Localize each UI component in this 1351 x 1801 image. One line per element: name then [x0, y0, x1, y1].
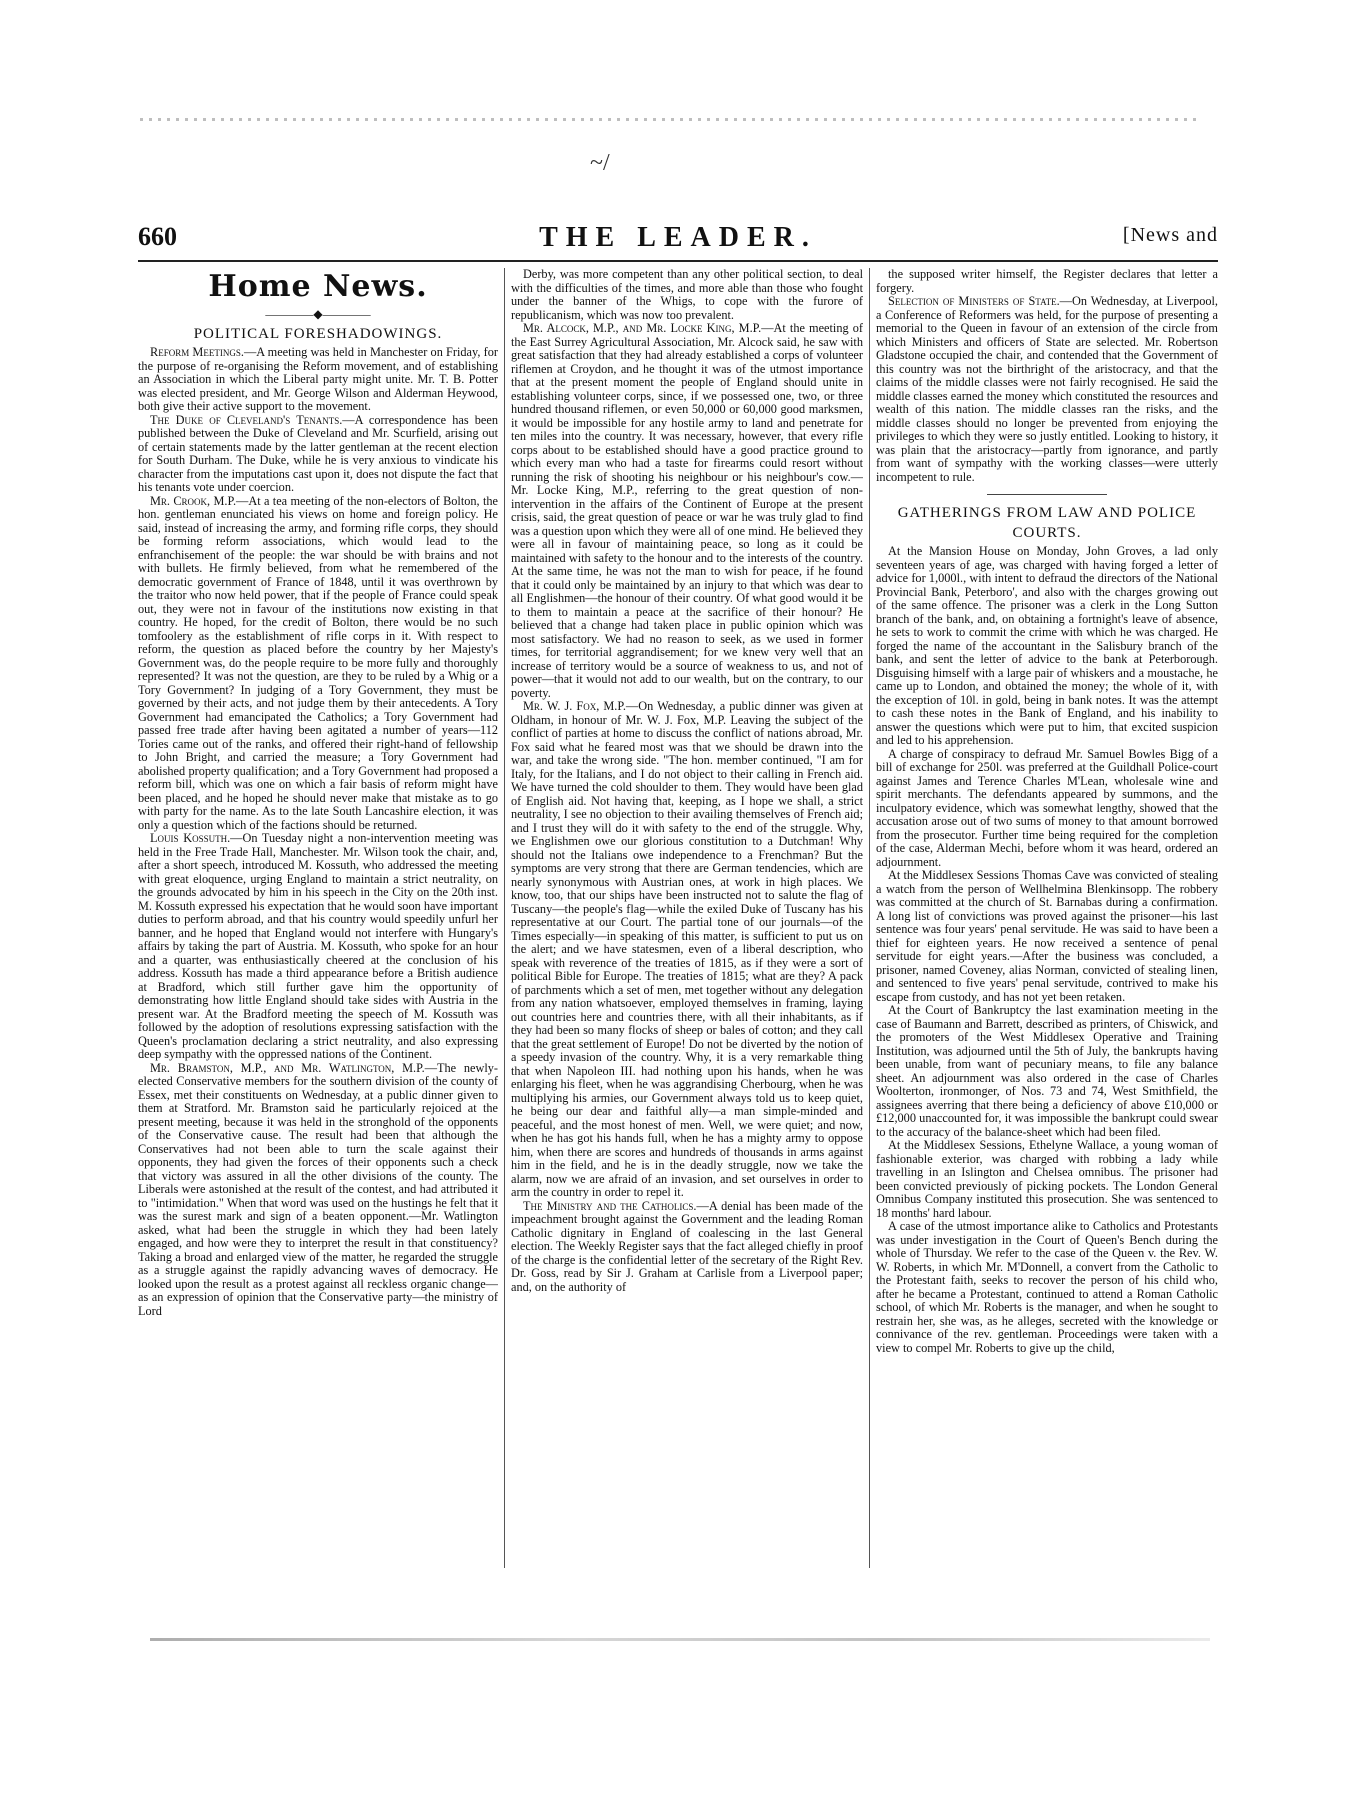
- article-paragraph: [876, 869, 1218, 1004]
- column-1-body: [138, 346, 498, 1318]
- handwritten-mark: ~/: [590, 150, 610, 176]
- paragraph-text: —A correspondence has been published between the Duke of Cleveland and Mr. Scurfield, arising out of certain statements made by the latter gentleman at the recent election for South Durham. The Duke, while he is very anxious to vindicate his character from the imputations cast upon it, does not dispute the fact that his tenants vote under coercion.: [138, 412, 498, 494]
- article-paragraph: [511, 700, 863, 1200]
- paragraph-text: the supposed writer himself, the Register declares that letter a forgery.: [876, 268, 1218, 295]
- section-label: [News and: [1122, 224, 1218, 246]
- paragraph-text: At the Middlesex Sessions, Ethelyne Wallace, a young woman of fashionable exterior, was charged with robbing a lady while travelling in an Islington and Chelsea omnibus. The prisoner had been convicted previously of picking pockets. The London General Omnibus Company instituted this prosecution. She was sentenced to 18 months' hard labour.: [876, 1138, 1218, 1220]
- article-paragraph: [876, 545, 1218, 748]
- paragraph-lead: Mr. Crook, M.P.: [150, 493, 237, 508]
- paragraph-lead: Reform Meetings.: [150, 345, 244, 359]
- paragraph-lead: Mr. W. J. Fox, M.P.: [523, 699, 626, 713]
- section-divider: [987, 494, 1107, 495]
- paragraph-lead: Mr. Alcock, M.P., and Mr. Locke King, M.P.: [523, 321, 762, 335]
- paragraph-text: Derby, was more competent than any other political section, to deal with the difficulties of the times, and more able than those who fought under the banner of the Whigs, to cope with the furore of republicanism, which was now too prevalent.: [511, 268, 863, 322]
- page-number: 660: [138, 222, 177, 251]
- article-paragraph: [876, 1220, 1218, 1355]
- article-columns: [138, 268, 1218, 1568]
- article-paragraph: [876, 1004, 1218, 1139]
- section-masthead: Home News.: [208, 269, 428, 304]
- paragraph-text: At the Court of Bankruptcy the last examination meeting in the case of Baumann and Barrett, described as printers, of Chiswick, and the promoters of the West Middlesex Operative and Training Institution, was adjourned until the 5th of July, the bankrupts having been unable, from want of pecuniary means, to file any balance sheet. An adjournment was also ordered in the case of Charles Woolterton, ironmonger, of Nos. 73 and 74, West Smithfield, the assignees averring that there being a deficiency of above £10,000 or £12,000 unaccounted for, it was impossible the bankrupt could swear to the accuracy of the balance-sheet which had been filed.: [876, 1003, 1218, 1139]
- paragraph-text: —A meeting was held in Manchester on Friday, for the purpose of re-organising the Reform movement, and of establishing an Association in which the Liberal party might unite. Mr. T. B. Potter was elected president, and Mr. George Wilson and Alderman Heywood, both give their active support to the movement.: [138, 345, 498, 413]
- paragraph-text: At the Mansion House on Monday, John Groves, a lad only seventeen years of age, was charged with having forged a letter of advice for 1,000l., with intent to defraud the directors of the National Provincial Bank, Peterboro', and also with the charges growing out of the same offence. The prisoner was a clerk in the Long Sutton branch of the bank, and, on obtaining a fortnight's leave of absence, he sets to work to commit the crime with which he was charged. He forged the name of the accountant in the Salisbury branch of the bank, and sent the letter of advice to the bank at Peterborough. Disguising himself with a large pair of whiskers and a moustache, he came up to London, and obtained the money; the whole of it, with the exception of 10l. in gold, being in bank notes. It was the attempt to cash these notes in the Bank of England, and his inability to answer the questions which were put to him, that excited suspicion and led to his apprehension.: [876, 544, 1218, 747]
- paragraph-text: At the Middlesex Sessions Thomas Cave was convicted of stealing a watch from the person of Wellhelmina Blenkinsopp. The robbery was committed at the church of St. Barnabas during a confirmation. A long list of convictions was proved against the prisoner—his last sentence was four years' penal servitude. He was said to have been a thief for eighteen years. He now received a sentence of penal servitude for eight years.—After the business was concluded, a prisoner, named Coveney, alias Norman, convicted of stealing linen, and sentenced to five years' penal servitude, contrived to make his escape from custody, and has not yet been retaken.: [876, 868, 1218, 1004]
- article-paragraph: [138, 414, 498, 495]
- paragraph-text: —At the meeting of the East Surrey Agricultural Association, Mr. Alcock said, he saw with great satisfaction that they had already established a corps of volunteer riflemen at Croydon, and he thought it was of the utmost importance that at the present moment the people of England should unite in establishing volunteer corps, since, if we possessed one, two, or three hundred thousand riflemen, or even 50,000 or 60,000 good marksmen, it would be impossible for any hostile army to land and penetrate for ten miles into the country. It was necessary, however, that every rifle corps about to be established should have a good practice ground to which every man who had a taste for firearms could resort without running the risk of shooting his neighbour or his neighbour's cow.—Mr. Locke King, M.P., referring to the great question of non-intervention in the affairs of the Continent of Europe at the present crisis, said, the great question of peace or war he was truly glad to find was a question upon which they were all of one mind. He believed they were all in favour of maintaining peace, so long as it could be maintained with safety to the honour and to the interests of the country. At the same time, he was not the man to wish for peace, if he found that it could only be maintained by an injury to that which was dear to all Englishmen—the honour of their country. Of what good would it be to them to maintain a peace at the sacrifice of their honour? He believed that a change had taken place in public opinion which was most satisfactory. We had no reason to seek, as we used in former times, for territorial aggrandisement; for we knew very well that an increase of territory would be a source of weakness to us, and not of power—that it would not add to our wealth, but on the contrary, to our poverty.: [511, 321, 863, 700]
- ornament-divider: [138, 308, 498, 320]
- paragraph-text: —On Wednesday, at Liverpool, a Conference of Reformers was held, for the purpose of presenting a memorial to the Queen in favour of an extension of the circle from which Ministers and officers of State are selected. Mr. Robertson Gladstone occupied the chair, and contended that the Government of this country was not the birthright of the aristocracy, and that the claims of the middle classes were not fairly recognised. He said the middle classes earned the money which constituted the resources and wealth of this nation. The middle classes ran the risks, and the middle classes should no longer be prevented from enjoying the privileges to which they were so justly entitled. Looking to history, it was plain that the aristocracy—partly from ignorance, and partly from want of sympathy with the working classes—were utterly incompetent to rule.: [876, 294, 1218, 484]
- paragraph-text: —At a tea meeting of the non-electors of Bolton, the hon. gentleman enunciated his views on home and foreign policy. He said, instead of increasing the army, and forming rifle corps, they should be forming reform associations, which would lead to the enfranchisement of the people: the war should be with brains and not with bullets. He firmly believed, from what he remembered of the democratic government of France of 1848, until it was overthrown by the traitor who now held power, that if the people of France could speak out, they were not in favour of the institutions now existing in that country. He hoped, for the credit of Bolton, there would be no such tomfoolery as the establishment of rifle corps in it. With respect to reform, the question as placed before the country by her Majesty's Government was, do the people require to be more fully and thoroughly represented? It was not the question, are they to be ruled by a Whig or a Tory Government? In judging of a Tory Government, they must be governed by their acts, and not judge them by their antecedents. A Tory Government had emancipated the Catholics; a Tory Government had passed free trade after having been agitated a number of years—112 Tories came out of the ranks, and offered their right-hand of fellowship to John Bright, and carried the measure; a Tory Government had abolished property qualification; and a Tory Government had proposed a reform bill, which was one on which a fair basis of reform might have been placed, and he hoped he should never make that mistake as to go with party for the name. As to the late South Lancashire election, it was only a question which of the factions should be returned.: [138, 493, 498, 832]
- column-3-body-top: [876, 268, 1218, 484]
- column-3-body-bottom: [876, 545, 1218, 1355]
- column-2-body: [511, 268, 863, 1294]
- article-paragraph: [511, 322, 863, 700]
- article-paragraph: [876, 268, 1218, 295]
- paragraph-text: —On Tuesday night a non-intervention meeting was held in the Free Trade Hall, Manchester. Mr. Wilson took the chair, and, after a short speech, introduced M. Kossuth, who addressed the meeting with great eloquence, urging England to maintain a strict neutrality, on the grounds advocated by him in his speech in the City on the 20th inst. M. Kossuth expressed his expectation that he would soon have important duties to perform abroad, and that his country would speedily unfurl her banner, and he hoped that England would not interfere with Hungary's affairs by taking the part of Austria. M. Kossuth, who spoke for an hour and a quarter, was enthusiastically cheered at the conclusion of his address. Kossuth has made a third appearance before a British audience at Bradford, which still further gave him the opportunity of demonstrating how little England should take sides with Austria in the present war. At the Bradford meeting the speech of M. Kossuth was followed by the adoption of resolutions expressing satisfaction with the Queen's proclamation declaring a strict neutrality, and also expressing deep sympathy with the oppressed nations of the Continent.: [138, 831, 498, 1061]
- article-paragraph: [138, 495, 498, 833]
- scan-artifact-top: [140, 118, 1200, 121]
- column-rule: [504, 268, 505, 1568]
- page-header: [138, 222, 1218, 256]
- column-rule: [869, 268, 870, 1568]
- article-paragraph: [138, 1062, 498, 1319]
- column-1: [138, 268, 498, 1568]
- article-paragraph: [876, 295, 1218, 484]
- paragraph-lead: The Duke of Cleveland's Tenants.: [150, 412, 343, 427]
- column-3: [876, 268, 1218, 1568]
- paragraph-text: A case of the utmost importance alike to Catholics and Protestants was under investigation in the Court of Queen's Bench during the whole of Thursday. We refer to the case of the Queen v. the Rev. W. W. Roberts, in which Mr. M'Donnell, a convert from the Catholic to the Protestant faith, seeks to recover the person of his child who, after he became a Protestant, continued to attend a Roman Catholic school, of which Mr. Roberts is the manager, and when he sought to restrain her, she was, as he alleges, secreted with the knowledge or connivance of the rev. gentleman. Proceedings were taken with a view to compel Mr. Roberts to give up the child,: [876, 1219, 1218, 1355]
- paragraph-text: A charge of conspiracy to defraud Mr. Samuel Bowles Bigg of a bill of exchange for 250l. was preferred at the Guildhall Police-court against James and Terence Charles M'Lean, wholesale wine and spirit merchants. The defendants appeared by summons, and the inculpatory evidence, which was somewhat lengthy, showed that the accusation arose out of two sums of money to that amount borrowed from the prosecutor. Further time being required for the completion of the case, Alderman Mechi, before whom it was heard, ordered an adjournment.: [876, 746, 1218, 869]
- paragraph-text: —On Wednesday, a public dinner was given at Oldham, in honour of Mr. W. J. Fox, M.P. Leaving the subject of the conflict of parties at home to discuss the conflict of nations abroad, Mr. Fox said what he feared most was that we should be drawn into the war, and take the wrong side. "The hon. member continued, "I am for Italy, for the Italians, and I do not object to their calling in French aid. We have turned the cold shoulder to them. They would have been glad of English aid. Not having that, keeping, as I hope we shall, a strict neutrality, I see no objection to their availing themselves of French aid; and I trust they will do it with safety to the end of the struggle. Why, we Englishmen owe our glorious constitution to a Dutchman! Why should not the Italians owe independence to a Frenchman? But the symptoms are very strong that there are German tendencies, which are nearly synonymous with Austrian ones, at work in high places. We know, too, that our ships have been instructed not to salute the flag of Tuscany—the people's flag—while the exiled Duke of Tuscany has his representative at our Court. The partial tone of our journals—of the Times especially—in speaking of this matter, is sufficient to put us on the alert; and we have statesmen, even of a liberal description, who speak with reverence of the treaties of 1815, as if they were a sort of political Bible for Europe. The treaties of 1815; what are they? A pack of parchments which a set of men, met together without any delegation from any nation whatsoever, employed themselves in framing, laying out countries here and countries there, with all their inhabitants, as if they had been so many flocks of sheep or bales of cotton; and they call that the great settlement of Europe! Do not be diverted by the notion of a speedy invasion of the country. Why, it is a very remarkable thing that when Napoleon III. had nothing upon his hands, when he was enlarging his fleet, when he was aggrandising Cherbourg, when he was multiplying his armies, our Government always told us to keep quiet, he being our dear and faithful ally—a man simple-minded and peaceful, and the most honest of men. Well, we were quiet; and now, when he has got his hands full, when he has a mighty army to oppose him, when there are scores and hundreds of thousands in arms against him in the field, and he is in the deadly struggle, now we take the alarm, now we are afraid of an invasion, and set ourselves in order to arm the country in order to repel it.: [511, 699, 863, 1199]
- paragraph-lead: The Ministry and the Catholics.: [523, 1198, 697, 1213]
- section-subhead-courts: GATHERINGS FROM LAW AND POLICE COURTS.: [897, 505, 1197, 541]
- paragraph-text: —A denial has been made of the impeachment brought against the Government and the leading Roman Catholic dignitary in England of coalescing in the last General election. The Weekly Register says that the fact alleged chiefly in proof of the charge is the confidential letter of the secretary of the Right Rev. Dr. Goss, read by Sir J. Graham at Carlisle from a Liverpool paper; and, on the authority of: [511, 1198, 863, 1294]
- article-paragraph: [138, 346, 498, 414]
- paragraph-text: —The newly-elected Conservative members for the southern division of the county of Essex, met their constituents on Wednesday, at a public dinner given to them at Stratford. Mr. Bramston said he particularly rejoiced at the present meeting, because it was held in the stronghold of the opponents of the Conservative cause. The result had been that although the Conservatives had not been able to turn the scale against their opponents, they had given the forces of their opponents such a check that victory was assured in all the other divisions of the county. The Liberals were astonished at the result of the contest, and had attributed it to "intimidation." When that word was used on the hustings he felt that it was the surest mark and sign of a beaten opponent.—Mr. Watlington asked, what had been the struggle in which they had been lately engaged, and how were they to interpret the result in that constituency? Taking a broad and enlarged view of the matter, he regarded the struggle as a struggle against the rapidly advancing waves of democracy. He looked upon the result as a protest against all reckless organic change—as an expression of opinion that the Conservative party—the ministry of Lord: [138, 1060, 498, 1318]
- section-subhead: POLITICAL FORESHADOWINGS.: [193, 326, 443, 342]
- article-paragraph: [511, 268, 863, 322]
- paragraph-lead: Louis Kossuth.: [150, 831, 231, 845]
- paragraph-lead: Selection of Ministers of State.: [888, 294, 1060, 308]
- newspaper-title: THE LEADER.: [539, 222, 817, 253]
- column-2: [511, 268, 863, 1568]
- article-paragraph: [876, 1139, 1218, 1220]
- article-paragraph: [138, 832, 498, 1062]
- article-paragraph: [511, 1200, 863, 1295]
- scan-artifact-bottom: [150, 1638, 1210, 1641]
- paragraph-lead: Mr. Bramston, M.P., and Mr. Watlington, M.P.: [150, 1060, 425, 1075]
- article-paragraph: [876, 748, 1218, 870]
- header-rule: [138, 260, 1218, 262]
